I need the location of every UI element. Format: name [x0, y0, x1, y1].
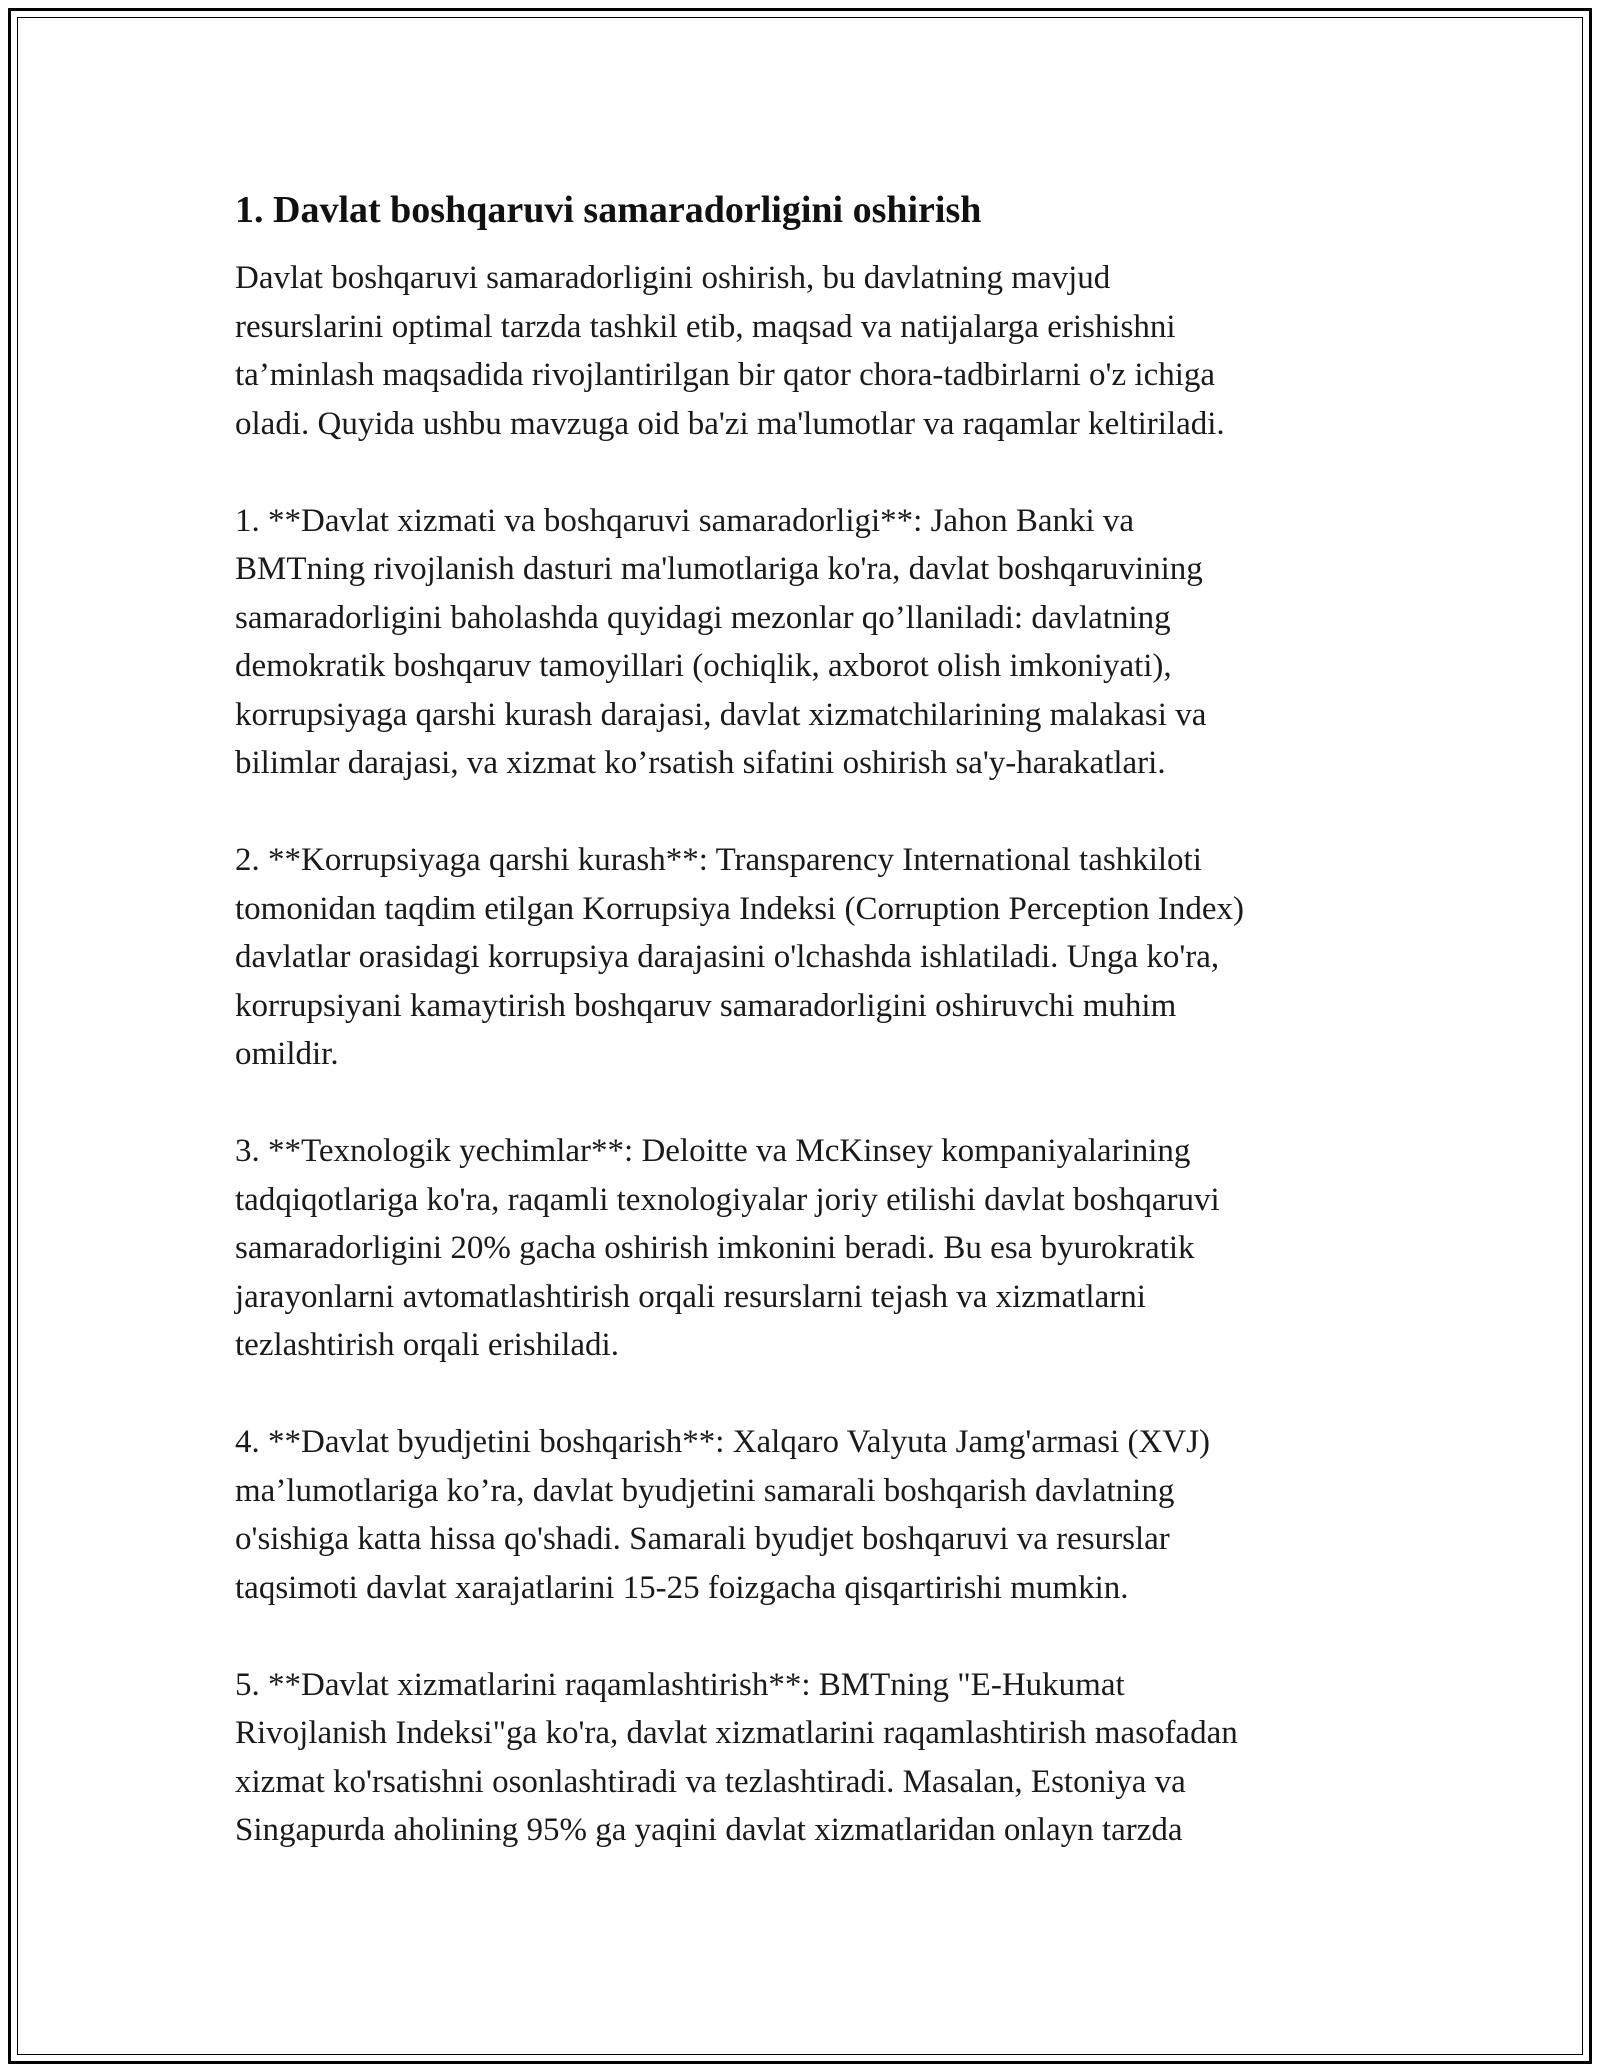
document-body — [235, 186, 1385, 1903]
paragraph-item-2: 2. **Korrupsiyaga qarshi kurash**: Transparency International tashkiloti tomonidan taqdim etilgan Korrupsiya Indeksi (Corruption Perception Index) davlatlar orasidagi korrupsiya darajasini o'lchashda ishlatiladi. Unga ko'ra, korrupsiyani kamaytirish boshqaruv samaradorligini oshiruvchi muhim omildir. — [235, 842, 1245, 1072]
paragraph-item-1: 1. **Davlat xizmati va boshqaruvi samaradorligi**: Jahon Banki va BMTning rivojlanish dasturi ma'lumotlariga ko'ra, davlat boshqaruvining samaradorligini baholashda quyidagi mezonlar qo’llaniladi: davlatning demokratik boshqaruv tamoyillari (ochiqlik, axborot olish imkoniyati), korrupsiyaga qarshi kurash darajasi, davlat xizmatchilarining malakasi va bilimlar darajasi, va xizmat ko’rsatish sifatini oshirish sa'y-harakatlari. — [235, 502, 1207, 781]
section-heading: 1. Davlat boshqaruvi samaradorligini oshirish — [235, 189, 982, 231]
paragraph-item-5: 5. **Davlat xizmatlarini raqamlashtirish**: BMTning "E-Hukumat Rivojlanish Indeksi"ga ko'ra, davlat xizmatlarini raqamlashtirish masofadan xizmat ko'rsatishni osonlashtiradi va tezlashtiradi. Masalan, Estoniya va Singapurda aholining 95% ga yaqini davlat xizmatlaridan onlayn tarzda — [235, 1666, 1238, 1848]
paragraph-item-3: 3. **Texnologik yechimlar**: Deloitte va McKinsey kompaniyalarining tadqiqotlariga ko'ra, raqamli texnologiyalar joriy etilishi davlat boshqaruvi samaradorligini 20% gacha oshirish imkonini beradi. Bu esa byurokratik jarayonlarni avtomatlashtirish orqali resurslarni tejash va xizmatlarni tezlashtirish orqali erishiladi. — [235, 1133, 1220, 1363]
intro-paragraph: Davlat boshqaruvi samaradorligini oshirish, bu davlatning mavjud resurslarini optimal tarzda tashkil etib, maqsad va natijalarga erishishni ta’minlash maqsadida rivojlantirilgan bir qator chora-tadbirlarni o'z ichiga oladi. Quyida ushbu mavzuga oid ba'zi ma'lumotlar va raqamlar keltiriladi. — [235, 260, 1225, 442]
paragraph-item-4: 4. **Davlat byudjetini boshqarish**: Xalqaro Valyuta Jamg'armasi (XVJ) ma’lumotlariga ko’ra, davlat byudjetini samarali boshqarish davlatning o'sishiga katta hissa qo'shadi. Samarali byudjet boshqaruvi va resurslar taqsimoti davlat xarajatlarini 15-25 foizgacha qisqartirishi mumkin. — [235, 1424, 1210, 1606]
